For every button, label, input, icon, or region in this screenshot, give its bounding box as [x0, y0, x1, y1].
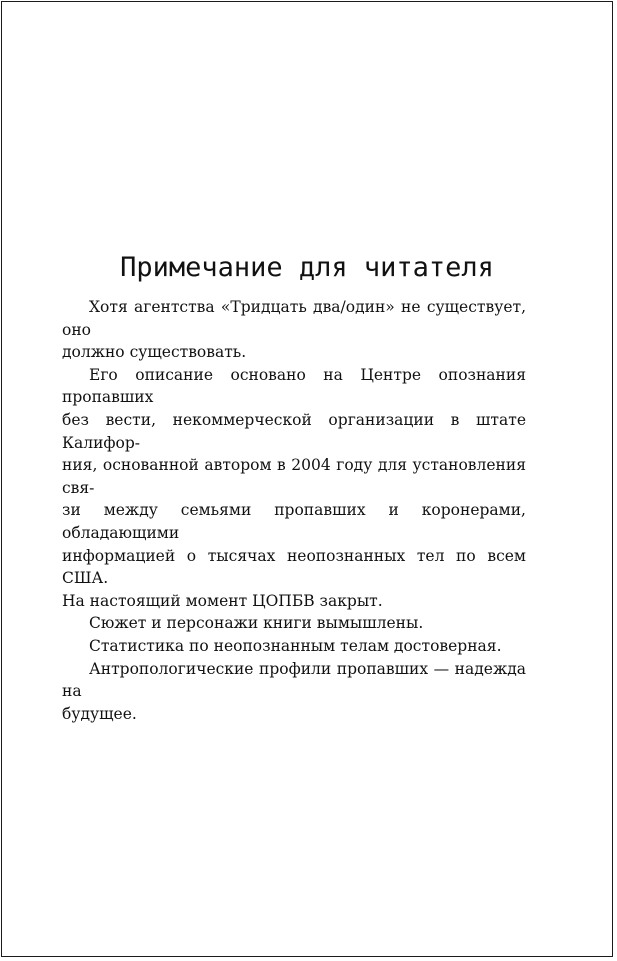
text-line: информацией о тысячах неопознанных тел по всем США. [62, 546, 526, 588]
paragraph-4 [62, 635, 526, 658]
page [1, 1, 613, 957]
text-line: Сюжет и персонажи книги вымышлены. [89, 614, 424, 633]
paragraph-5 [62, 658, 526, 726]
paragraph-3 [62, 612, 526, 635]
text-line: Хотя агентства «Тридцать два/один» не существует, оно [62, 298, 526, 339]
text-line: Антропологические профили пропавших — надежда на [62, 659, 526, 701]
text-line: ния, основанной автором в 2004 году для установления свя- [62, 456, 526, 497]
text-line: будущее. [62, 704, 137, 723]
body-text [62, 296, 526, 725]
text-line: Его описание основано на Центре опознания пропавших [62, 365, 526, 407]
text-line: должно существовать. [62, 343, 247, 362]
text-line: Статистика по неопознанным телам достоверная. [89, 636, 502, 655]
paragraph-2 [62, 364, 526, 613]
text-line: На настоящий момент ЦОПБВ закрыт. [62, 591, 383, 610]
text-line: без вести, некоммерческой организации в штате Калифор- [62, 410, 526, 452]
page-title: Примечание для читателя [120, 252, 494, 283]
text-line: зи между семьями пропавших и коронерами, обладающими [62, 501, 526, 542]
paragraph-1 [62, 296, 526, 364]
